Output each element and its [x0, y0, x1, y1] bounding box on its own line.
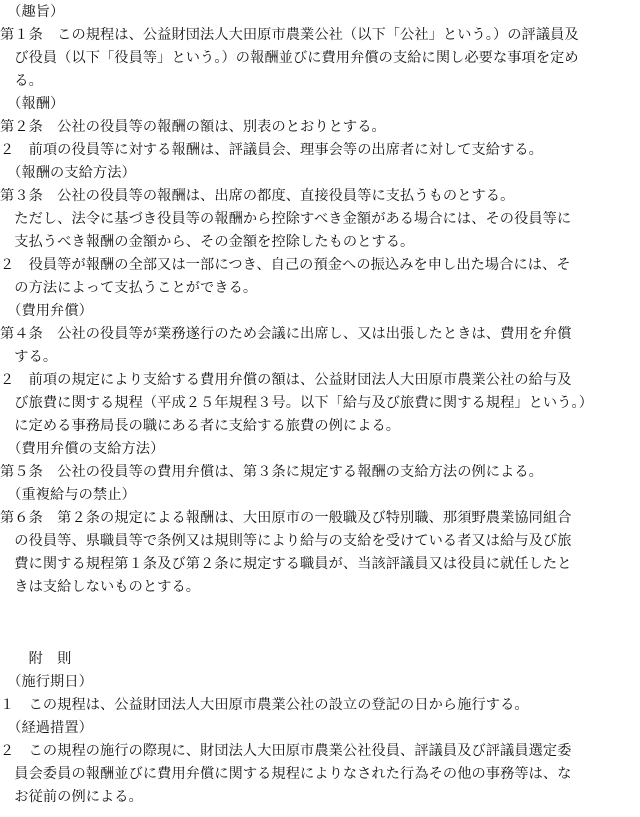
article-4-line-2: する。	[0, 349, 58, 365]
article-6-line-4: きは支給しないものとする。	[0, 579, 201, 595]
article-3-line-2: ただし、法令に基づき役員等の報酬から控除すべき金額がある場合には、その役員等に	[0, 211, 572, 227]
heading-payment-method: （報酬の支給方法）	[0, 165, 136, 181]
heading-purpose: （趣旨）	[0, 4, 65, 20]
heading-transition: （経過措置）	[0, 720, 93, 736]
supplementary-2-line-3: お従前の例による。	[0, 789, 143, 805]
heading-expenses: （費用弁償）	[0, 303, 93, 319]
article-3-line-3: 支払うべき報酬の金額から、その金額を控除したものとする。	[0, 234, 415, 250]
article-6-line-1: 第６条 第２条の規定による報酬は、大田原市の一般職及び特別職、那須野農業協同組合	[0, 510, 572, 526]
article-2-para-2: ２ 前項の役員等に対する報酬は、評議員会、理事会等の出席者に対して支給する。	[0, 142, 543, 158]
article-4-para-2-line-2: び旅費に関する規程（平成２５年規程３号。以下「給与及び旅費に関する規程」という。）	[0, 395, 593, 411]
heading-supplementary: 附 則	[0, 651, 72, 667]
heading-expense-payment: （費用弁償の支給方法）	[0, 441, 165, 457]
article-1-line-1: 第１条 この規程は、公益財団法人大田原市農業公社（以下「公社」という。）の評議員及	[0, 27, 579, 43]
supplementary-2-line-2: 員会委員の報酬並びに費用弁償に関する規程によりなされた行為その他の事務等は、な	[0, 766, 572, 782]
heading-double-pay: （重複給与の禁止）	[0, 487, 136, 503]
article-4-para-2-line-3: に定める事務局長の職にある者に支給する旅費の例による。	[0, 418, 401, 434]
article-2-line-1: 第２条 公社の役員等の報酬の額は、別表のとおりとする。	[0, 119, 386, 135]
article-1-line-2: び役員（以下「役員等」という。）の報酬並びに費用弁償の支給に関し必要な事項を定め	[0, 50, 579, 66]
heading-effective-date: （施行期日）	[0, 674, 93, 690]
article-3-para-2-line-1: ２ 役員等が報酬の全部又は一部につき、自己の預金への振込みを申し出た場合には、そ	[0, 257, 571, 273]
article-6-line-2: の役員等、県職員等で条例又は規則等により給与の支給を受けている者又は給与及び旅	[0, 533, 572, 549]
article-3-line-1: 第３条 公社の役員等の報酬は、出席の都度、直接役員等に支払うものとする。	[0, 188, 515, 204]
supplementary-1-line-1: １ この規程は、公益財団法人大田原市農業公社の設立の登記の日から施行する。	[0, 697, 529, 713]
article-5-line-1: 第５条 公社の役員等の費用弁償は、第３条に規定する報酬の支給方法の例による。	[0, 464, 543, 480]
article-4-line-1: 第４条 公社の役員等が業務遂行のため会議に出席し、又は出張したときは、費用を弁償	[0, 326, 572, 342]
article-6-line-3: 費に関する規程第１条及び第２条に規定する職員が、当該評議員又は役員に就任したと	[0, 556, 572, 572]
article-1-line-3: る。	[0, 73, 43, 89]
article-4-para-2-line-1: ２ 前項の規定により支給する費用弁償の額は、公益財団法人大田原市農業公社の給与及	[0, 372, 572, 388]
heading-remuneration: （報酬）	[0, 96, 65, 112]
article-3-para-2-line-2: の方法によって支払うことができる。	[0, 280, 258, 296]
supplementary-2-line-1: ２ この規程の施行の際現に、財団法人大田原市農業公社役員、評議員及び評議員選定委	[0, 743, 572, 759]
